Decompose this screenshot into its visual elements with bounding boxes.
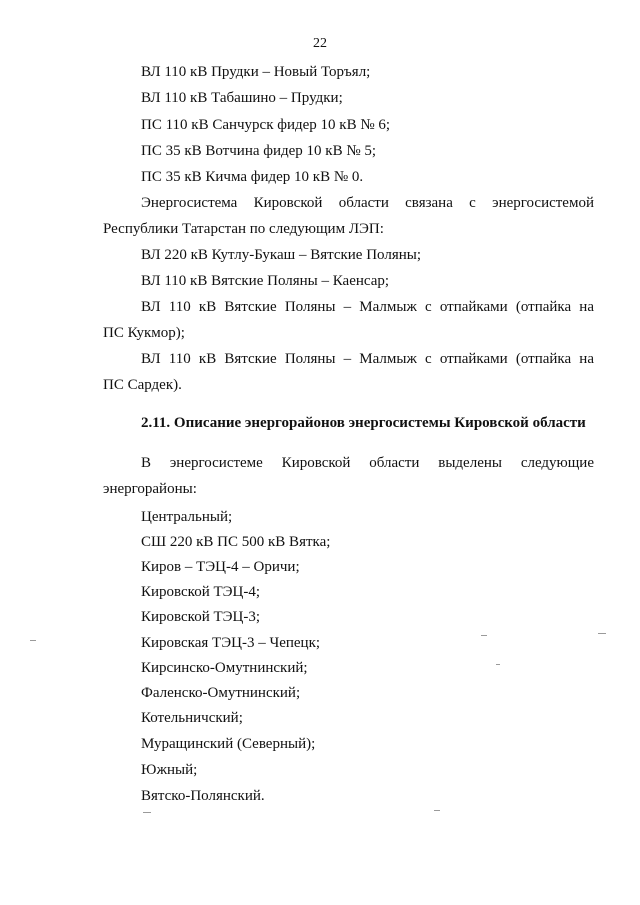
text-line: ПС 35 кВ Вотчина фидер 10 кВ № 5; — [141, 143, 377, 159]
text-line: ПС 35 кВ Кичма фидер 10 кВ № 0. — [141, 169, 364, 185]
paragraph-first-line: В энергосистеме Кировской области выделены следующие — [141, 455, 594, 471]
scan-speck — [481, 635, 487, 636]
region-item: Кирсинско-Омутнинский; — [141, 660, 308, 676]
text-line: ВЛ 110 кВ Табашино – Прудки; — [141, 90, 343, 106]
text-line: ВЛ 110 кВ Прудки – Новый Торъял; — [141, 64, 371, 80]
scan-speck — [143, 812, 151, 813]
paragraph-continuation: Республики Татарстан по следующим ЛЭП: — [103, 221, 384, 237]
region-item: Фаленско-Омутнинский; — [141, 685, 301, 701]
list-item: ВЛ 110 кВ Вятские Поляны – Малмыж с отпайками (отпайка на — [141, 351, 594, 367]
region-item: Южный; — [141, 762, 198, 778]
region-item: Котельничский; — [141, 710, 243, 726]
scan-speck — [434, 810, 440, 811]
paragraph-first-line: Энергосистема Кировской области связана с энергосистемой — [141, 195, 594, 211]
text-line: ПС 110 кВ Санчурск фидер 10 кВ № 6; — [141, 117, 391, 133]
scan-speck — [598, 633, 606, 634]
region-item: СШ 220 кВ ПС 500 кВ Вятка; — [141, 534, 331, 550]
page-number: 22 — [313, 36, 327, 51]
region-item: Кировская ТЭЦ-3 – Чепецк; — [141, 635, 321, 651]
list-item: ВЛ 110 кВ Вятские Поляны – Каенсар; — [141, 273, 390, 289]
scan-speck — [496, 664, 500, 665]
region-item: Киров – ТЭЦ-4 – Оричи; — [141, 559, 300, 575]
list-item: ВЛ 110 кВ Вятские Поляны – Малмыж с отпайками (отпайка на — [141, 299, 594, 315]
region-item: Вятско-Полянский. — [141, 788, 265, 804]
section-heading: 2.11. Описание энергорайонов энергосистемы Кировской области — [141, 415, 586, 431]
list-item-continuation: ПС Кукмор); — [103, 325, 185, 341]
list-item: ВЛ 220 кВ Кутлу-Букаш – Вятские Поляны; — [141, 247, 422, 263]
region-item: Центральный; — [141, 509, 233, 525]
paragraph-continuation: энергорайоны: — [103, 481, 197, 497]
region-item: Кировской ТЭЦ-4; — [141, 584, 261, 600]
region-item: Кировской ТЭЦ-3; — [141, 609, 261, 625]
region-item: Муращинский (Северный); — [141, 736, 316, 752]
scan-speck — [30, 640, 36, 641]
list-item-continuation: ПС Сардек). — [103, 377, 182, 393]
